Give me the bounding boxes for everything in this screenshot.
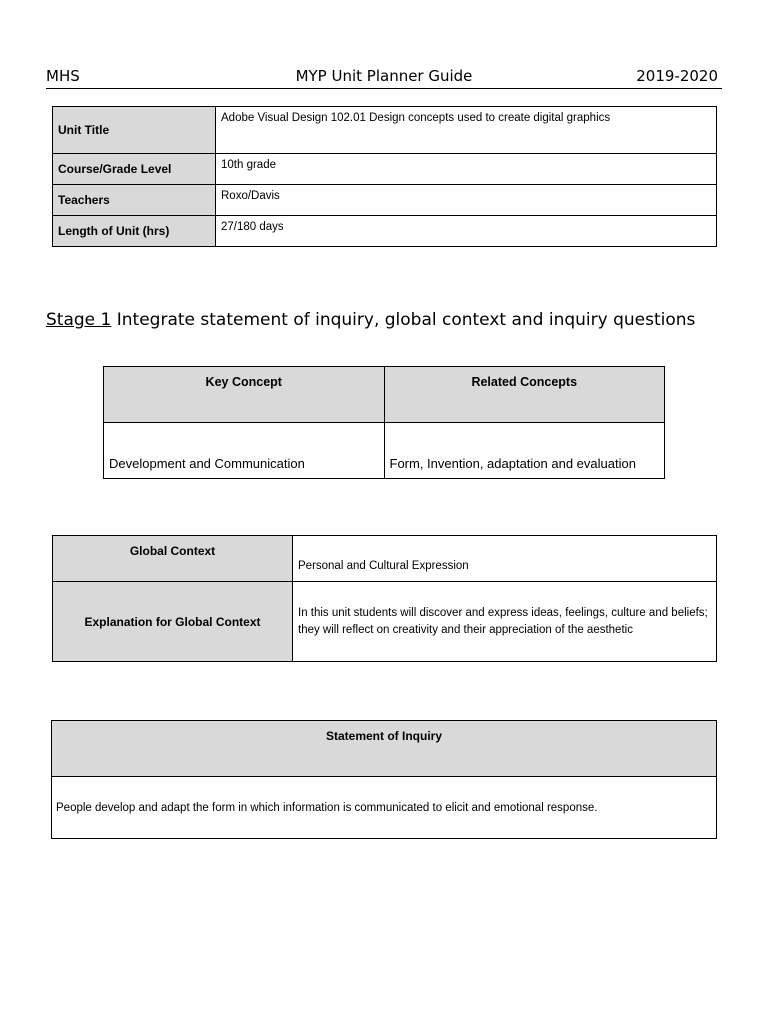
school-year: 2019-2020	[636, 67, 718, 85]
global-context-value: Personal and Cultural Expression	[293, 536, 717, 582]
table-row	[53, 216, 717, 247]
table-row	[53, 185, 717, 216]
key-concept-header: Key Concept	[104, 367, 385, 423]
table-row	[53, 107, 717, 154]
global-context-label: Global Context	[53, 536, 293, 582]
statement-value: People develop and adapt the form in which information is communicated to elicit and emotional response.	[52, 777, 717, 839]
table-row	[104, 423, 665, 479]
unit-title-label: Unit Title	[53, 107, 216, 154]
statement-of-inquiry-table	[51, 720, 717, 839]
unit-title-value: Adobe Visual Design 102.01 Design concepts used to create digital graphics	[216, 107, 717, 154]
global-context-table	[52, 535, 717, 662]
key-concept-value: Development and Communication	[104, 423, 385, 479]
table-row	[104, 367, 665, 423]
explanation-label: Explanation for Global Context	[53, 582, 293, 662]
table-row	[52, 777, 717, 839]
table-row	[53, 582, 717, 662]
length-label: Length of Unit (hrs)	[53, 216, 216, 247]
unit-info-table	[52, 106, 717, 247]
table-row	[53, 536, 717, 582]
teachers-label: Teachers	[53, 185, 216, 216]
document-title: MYP Unit Planner Guide	[295, 67, 473, 85]
grade-level-label: Course/Grade Level	[53, 154, 216, 185]
related-concepts-header: Related Concepts	[384, 367, 665, 423]
explanation-value: In this unit students will discover and express ideas, feelings, culture and beliefs; they will reflect on creativity and their appreciation of the aesthetic	[293, 582, 717, 662]
table-row	[53, 154, 717, 185]
stage-number: Stage 1	[46, 310, 112, 330]
page-header	[46, 66, 722, 89]
length-value: 27/180 days	[216, 216, 717, 247]
school-name: MHS	[46, 67, 80, 85]
teachers-value: Roxo/Davis	[216, 185, 717, 216]
stage-heading	[46, 310, 695, 330]
concepts-table	[103, 366, 665, 479]
grade-level-value: 10th grade	[216, 154, 717, 185]
statement-header: Statement of Inquiry	[52, 721, 717, 777]
related-concepts-value: Form, Invention, adaptation and evaluation	[384, 423, 665, 479]
table-row	[52, 721, 717, 777]
stage-title: Integrate statement of inquiry, global context and inquiry questions	[111, 310, 696, 330]
